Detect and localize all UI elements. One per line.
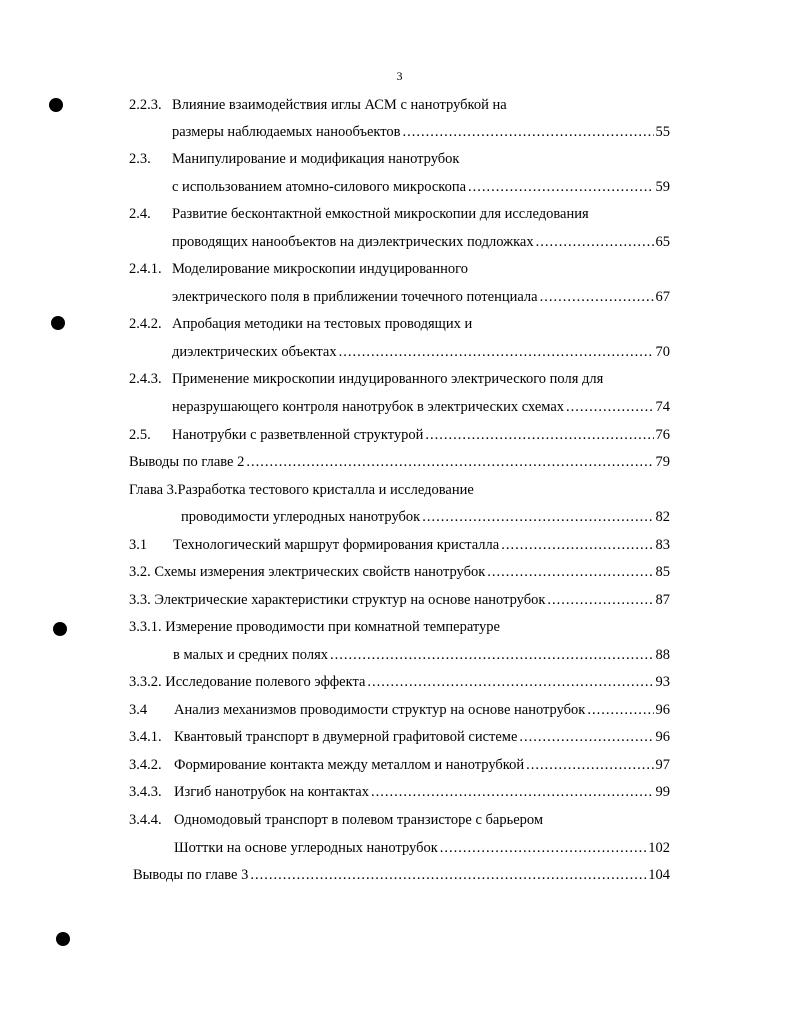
toc-entry-chapter-3-line2[interactable] <box>181 508 670 526</box>
toc-entry-title: Влияние взаимодействия иглы АСМ с нанотрубкой на <box>172 97 507 113</box>
toc-entry-conclusions-ch3[interactable] <box>133 866 670 884</box>
dot-leader <box>468 178 653 196</box>
toc-page-number: 85 <box>655 564 670 580</box>
toc-entry-number: 2.4.2. <box>129 316 162 332</box>
toc-entry-2-4-2-line1 <box>129 315 472 333</box>
toc-entry-2-4-line1 <box>129 205 589 223</box>
toc-entry-title: Выводы по главе 3 <box>133 867 249 883</box>
toc-entry-number: 2.4.3. <box>129 371 162 387</box>
toc-entry-3-3-2[interactable] <box>129 673 670 691</box>
toc-entry-title: Квантовый транспорт в двумерной графитовой системе <box>174 729 518 745</box>
toc-entry-2-4-line2[interactable] <box>172 233 670 251</box>
toc-entry-2-4-1-line2[interactable] <box>172 288 670 306</box>
toc-entry-3-4-3[interactable] <box>129 783 670 801</box>
toc-page-number: 76 <box>655 427 670 443</box>
toc-entry-title: Глава 3.Разработка тестового кристалла и исследование <box>129 482 474 498</box>
dot-leader <box>536 233 654 251</box>
toc-entry-title: Применение микроскопии индуцированного электрического поля для <box>172 371 604 387</box>
toc-page-number: 83 <box>655 537 670 553</box>
toc-entry-3-2[interactable] <box>129 563 670 581</box>
toc-entry-title: 3.3.1. Измерение проводимости при комнатной температуре <box>129 619 500 635</box>
toc-entry-title: Апробация методики на тестовых проводящих и <box>172 316 473 332</box>
toc-entry-title: с использованием атомно-силового микроскопа <box>172 179 467 195</box>
toc-page-number: 93 <box>655 674 670 690</box>
toc-entry-title: Моделирование микроскопии индуцированного <box>172 261 468 277</box>
toc-entry-number: 2.4.1. <box>129 261 162 277</box>
dot-leader <box>339 343 654 361</box>
dot-leader <box>587 701 653 719</box>
toc-entry-number: 2.2.3. <box>129 97 162 113</box>
toc-entry-3-3[interactable] <box>129 591 670 609</box>
toc-entry-2-5[interactable] <box>129 426 670 444</box>
toc-entry-2-3-line1 <box>129 150 459 168</box>
toc-entry-2-4-3-line1 <box>129 370 603 388</box>
toc-entry-title: проводимости углеродных нанотрубок <box>181 509 421 525</box>
toc-entry-title: Формирование контакта между металлом и нанотрубкой <box>174 757 525 773</box>
toc-page-number: 59 <box>655 179 670 195</box>
toc-entry-2-4-3-line2[interactable] <box>172 398 670 416</box>
dot-leader <box>422 508 653 526</box>
dot-leader <box>440 839 646 857</box>
toc-page-number: 82 <box>655 509 670 525</box>
dot-leader <box>547 591 653 609</box>
dot-leader <box>330 646 653 664</box>
toc-page-number: 102 <box>648 840 670 856</box>
toc-entry-title: Манипулирование и модификация нанотрубок <box>172 151 460 167</box>
toc-page-number: 55 <box>655 124 670 140</box>
toc-entry-2-2-3-line2[interactable] <box>172 123 670 141</box>
dot-leader <box>371 783 654 801</box>
punch-hole-mark <box>53 622 67 636</box>
toc-entry-chapter-3-line1 <box>129 481 474 499</box>
toc-entry-title: 3.2. Схемы измерения электрических свойств нанотрубок <box>129 564 486 580</box>
toc-entry-3-4-2[interactable] <box>129 756 670 774</box>
toc-page-number: 87 <box>655 592 670 608</box>
toc-entry-title: Технологический маршрут формирования кристалла <box>173 537 500 553</box>
toc-entry-number: 3.4.4. <box>129 812 162 828</box>
toc-entry-title: диэлектрических объектах <box>172 344 337 360</box>
toc-page-number: 96 <box>655 702 670 718</box>
dot-leader <box>367 673 653 691</box>
toc-entry-number: 2.5. <box>129 427 151 443</box>
page-number: 3 <box>396 69 403 83</box>
toc-entry-title: электрического поля в приближении точечного потенциала <box>172 289 538 305</box>
toc-page-number: 65 <box>655 234 670 250</box>
toc-entry-title: 3.3. Электрические характеристики структур на основе нанотрубок <box>129 592 546 608</box>
toc-entry-title: размеры наблюдаемых нанообъектов <box>172 124 401 140</box>
dot-leader <box>425 426 653 444</box>
dot-leader <box>566 398 653 416</box>
toc-entry-number: 3.4 <box>129 702 148 718</box>
toc-entry-3-3-1-line2[interactable] <box>173 646 670 664</box>
toc-entry-number: 3.4.1. <box>129 729 162 745</box>
toc-page-number: 104 <box>648 867 670 883</box>
toc-entry-title: проводящих нанообъектов на диэлектрических подложках <box>172 234 534 250</box>
toc-entry-2-2-3-line1 <box>129 96 507 114</box>
toc-entry-3-3-1-line1 <box>129 618 500 636</box>
dot-leader <box>540 288 654 306</box>
dot-leader <box>250 866 646 884</box>
toc-entry-title: Выводы по главе 2 <box>129 454 245 470</box>
toc-entry-number: 3.1 <box>129 537 148 553</box>
toc-entry-3-4-4-line1 <box>129 811 543 829</box>
dot-leader <box>246 453 653 471</box>
toc-entry-2-4-1-line1 <box>129 260 468 278</box>
toc-page-number: 70 <box>655 344 670 360</box>
toc-entry-number: 3.4.3. <box>129 784 162 800</box>
toc-page-number: 74 <box>655 399 670 415</box>
toc-page-number: 67 <box>655 289 670 305</box>
punch-hole-mark <box>56 932 70 946</box>
toc-entry-title: 3.3.2. Исследование полевого эффекта <box>129 674 366 690</box>
toc-entry-title: Одномодовый транспорт в полевом транзисторе с барьером <box>174 812 544 828</box>
dot-leader <box>403 123 654 141</box>
punch-hole-mark <box>51 316 65 330</box>
toc-page-number: 97 <box>655 757 670 773</box>
toc-entry-title: в малых и средних полях <box>173 647 329 663</box>
toc-entry-title: неразрушающего контроля нанотрубок в электрических схемах <box>172 399 565 415</box>
toc-entry-3-4-1[interactable] <box>129 728 670 746</box>
toc-entry-2-4-2-line2[interactable] <box>172 343 670 361</box>
dot-leader <box>519 728 653 746</box>
toc-entry-title: Развитие бесконтактной емкостной микроскопии для исследования <box>172 206 589 222</box>
toc-page-number: 79 <box>655 454 670 470</box>
toc-page-number: 96 <box>655 729 670 745</box>
toc-entry-3-4-4-line2[interactable] <box>174 839 670 857</box>
dot-leader <box>487 563 653 581</box>
toc-entry-2-3-line2[interactable] <box>172 178 670 196</box>
toc-entry-conclusions-ch2[interactable] <box>129 453 670 471</box>
toc-entry-number: 2.4. <box>129 206 151 222</box>
toc-entry-number: 3.4.2. <box>129 757 162 773</box>
toc-page-number: 99 <box>655 784 670 800</box>
punch-hole-mark <box>49 98 63 112</box>
toc-entry-title: Анализ механизмов проводимости структур на основе нанотрубок <box>174 702 586 718</box>
toc-entry-3-1[interactable] <box>129 536 670 554</box>
dot-leader <box>501 536 653 554</box>
toc-entry-3-4[interactable] <box>129 701 670 719</box>
toc-entry-title: Изгиб нанотрубок на контактах <box>174 784 369 800</box>
toc-entry-number: 2.3. <box>129 151 151 167</box>
toc-entry-title: Нанотрубки с разветвленной структурой <box>172 427 424 443</box>
toc-entry-title: Шоттки на основе углеродных нанотрубок <box>174 840 438 856</box>
toc-page-number: 88 <box>655 647 670 663</box>
dot-leader <box>526 756 653 774</box>
